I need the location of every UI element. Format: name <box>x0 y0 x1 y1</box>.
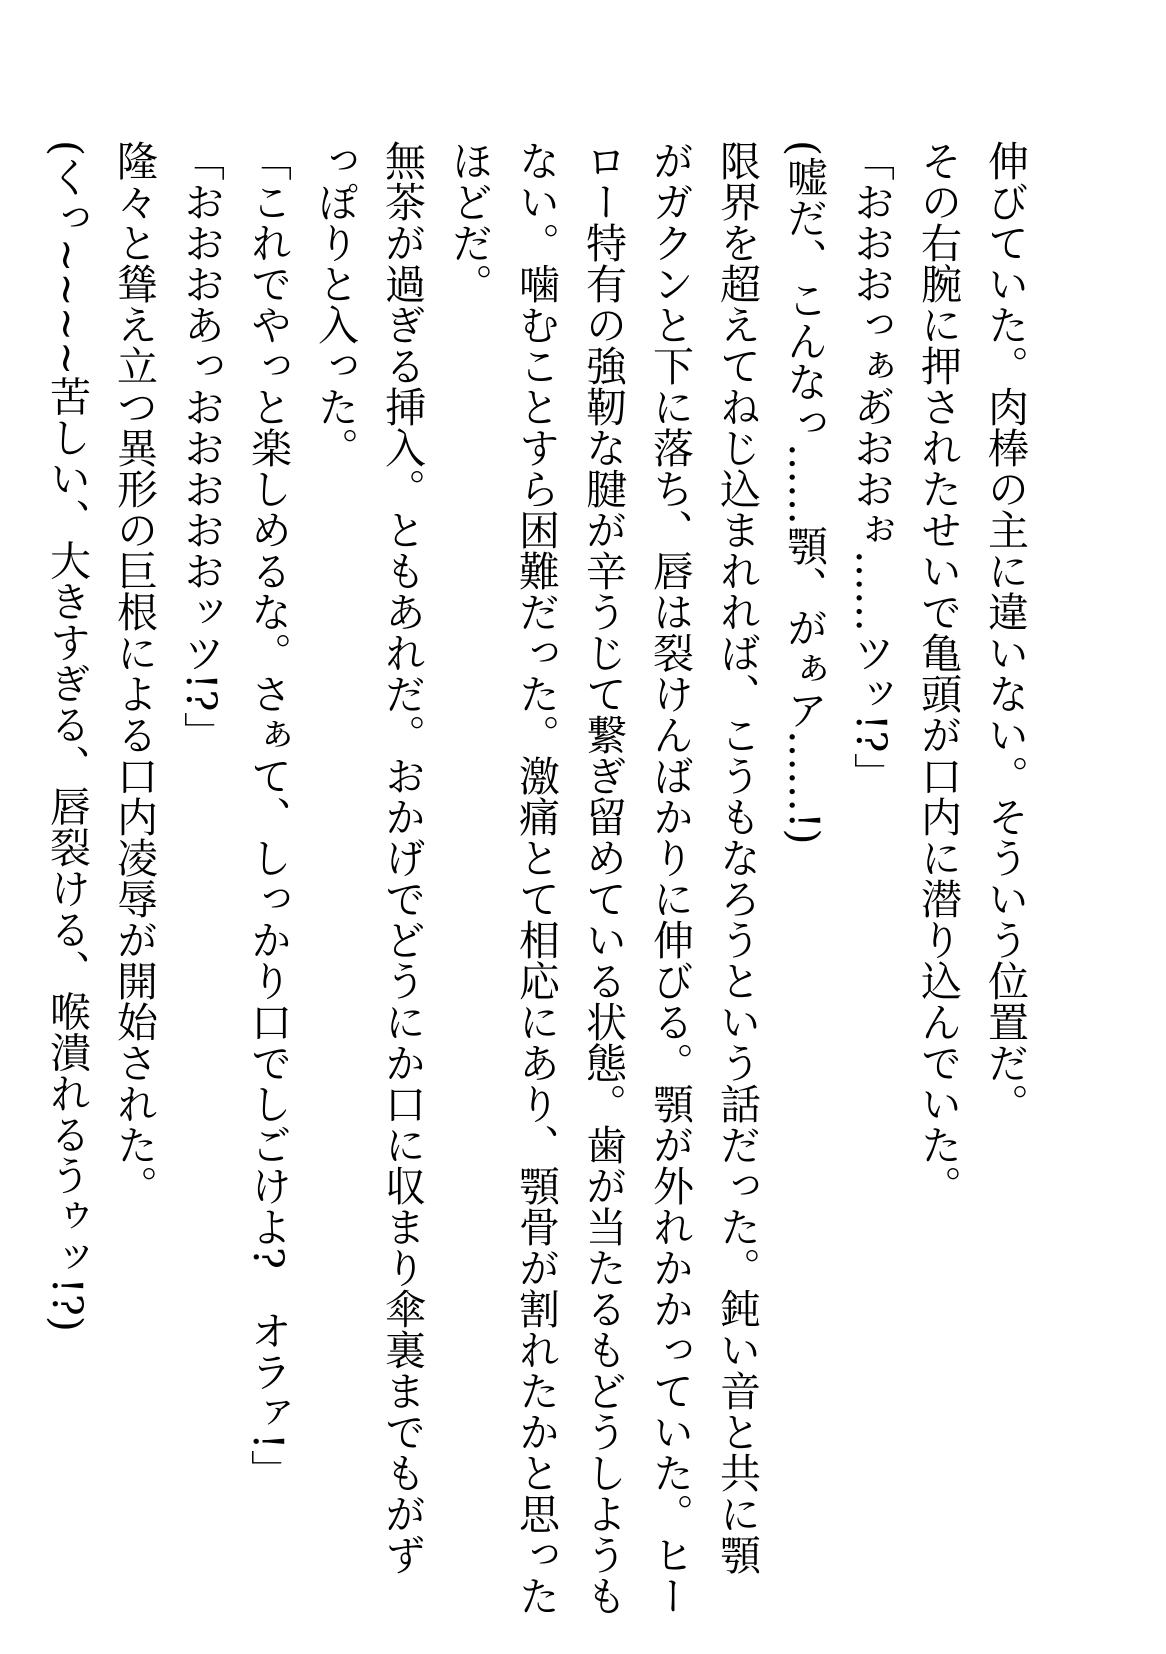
dialogue-line: 「おおおあっおおおおおッツ!?」 <box>177 140 225 753</box>
text-line: がガクンと下に落ち、唇は裂けんばかりに伸びる。顎が外れかかっていた。ヒー <box>646 140 694 1616</box>
dialogue-line: 「これでやっと楽しめるな。さぁて、しっかり口でしごけよ? オラァ!」 <box>244 140 292 1491</box>
dialogue-line: 「おおおっぁあ゙おおぉ……ツッ!?」 <box>847 140 895 794</box>
text-line: ほどだ。 <box>445 140 493 304</box>
vertical-text-body <box>33 140 1038 1616</box>
thought-line: (くっ~~~~苦しい、大きすぎる、唇裂ける、喉潰れるうゥッ!?) <box>43 140 91 1332</box>
text-line: 隆々と聳え立つ異形の巨根による口内凌辱が開始された。 <box>110 140 158 1206</box>
text-line: ない。噛むことすら困難だった。激痛とて相応にあり、顎骨が割れたかと思った <box>512 140 560 1616</box>
text-line: ロー特有の強靭な腱が辛うじて繋ぎ留めている状態。歯が当たるもどうしようも <box>579 140 627 1616</box>
thought-line: (嘘だ、こんなっ……顎、がぁア……!) <box>780 140 828 845</box>
text-line: っぽりと入った。 <box>311 140 359 468</box>
text-line: 無茶が過ぎる挿入。ともあれだ。おかげでどうにか口に収まり傘裏までもがず <box>378 140 426 1575</box>
text-line: その右腕に押されたせいで亀頭が口内に潜り込んでいた。 <box>914 140 962 1206</box>
text-line: 限界を超えてねじ込まれれば、こうもなろうという話だった。鈍い音と共に顎 <box>713 140 761 1575</box>
text-line: 伸びていた。肉棒の主に違いない。そういう位置だ。 <box>981 140 1029 1124</box>
